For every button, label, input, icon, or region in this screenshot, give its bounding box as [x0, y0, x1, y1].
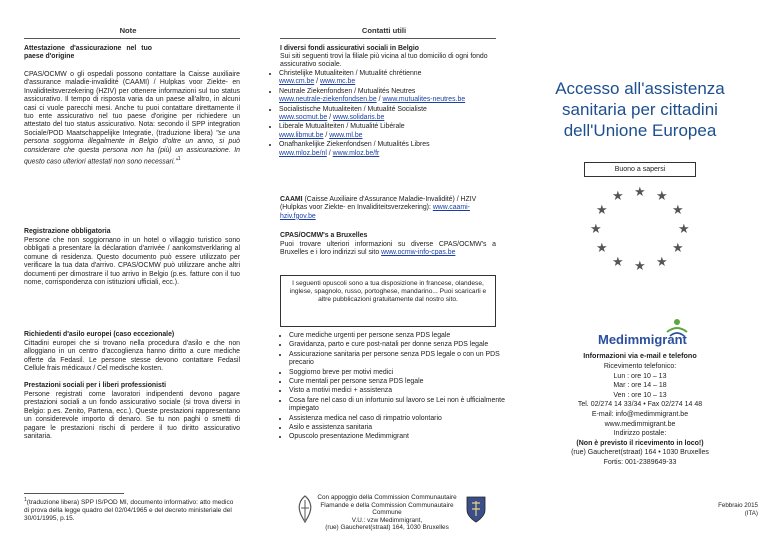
fondo-item: • Neutrale Ziekenfondsen / Mutualités Neutres www.neutrale-ziekenfondsen.be / www.mutualites-neutres.be	[279, 88, 505, 105]
star-icon: ★	[656, 188, 668, 203]
info-title: Informazioni via e-mail e telefono	[583, 351, 697, 360]
fondi-intro: Sui siti seguenti trovi la filiale più vicina al tuo domicilio di ogni fondo assicurativo sociale.	[280, 53, 488, 69]
registrazione-body: Persone che non soggiornano in un hotel o villaggio turistico sono obbligati a presentare la déclaration d'arrivée / aankomstverklaring al comune di residenza. Questo documento può essere utilizzato per verificare la tua data d'arrivo. CPAS/OCMW può utilizzare anche altri documenti per dimostrare il tuo arrivo in Belgio (p.es. fatture con il tuo nome, corrispondenza con istituzioni ufficiali, ecc.).	[24, 237, 240, 287]
fondi-list	[270, 70, 505, 159]
brochure-item: • Asilo e assistenza sanitaria	[289, 424, 505, 432]
info-line: Lun : ore 10 – 13	[613, 372, 667, 380]
info-email[interactable]: E-mail: info@medimmigrant.be	[591, 410, 689, 418]
column-notes	[0, 0, 256, 543]
notes-header-rule	[24, 38, 240, 39]
star-icon: ★	[656, 254, 668, 269]
contacts-header-rule	[280, 38, 496, 39]
brochure-item: • Cure mentali per persone senza PDS legale	[289, 378, 505, 386]
info-note: (Non è previsto il ricevimento in loco!)	[576, 439, 704, 447]
brochure-item: • Gravidanza, parto e cure post-natali per donne senza PDS legale	[289, 341, 505, 349]
star-icon: ★	[596, 240, 608, 255]
fondo-link[interactable]: www.socmut.be	[279, 114, 328, 122]
cpas-title: CPAS/OCMW's a Bruxelles	[280, 232, 368, 239]
info-line: Tel. 02/274 14 33/34 • Fax 02/274 14 48	[577, 401, 703, 409]
star-icon: ★	[634, 184, 646, 199]
caami-block	[280, 196, 496, 221]
column-cover	[512, 0, 768, 543]
fondo-item: • Socialistische Mutualiteiten / Mutualité Socialiste www.socmut.be / www.solidaris.be	[279, 106, 505, 123]
richiedenti-body: Cittadini europei che si trovano nella procedura d'asilo e che non alloggiano in un centro d'accoglienza hanno diritto a cure mediche offerte da Fedasil. Le persone stesse devono contattare Fedasil Cellule frais médicaux / Cel medische kosten.	[24, 340, 240, 373]
fondo-item: • Christelijke Mutualiteiten / Mutualité chrétienne www.cm.be / www.mc.be	[279, 70, 505, 87]
edition-date: Febbraio 2015 (ITA)	[718, 502, 758, 517]
info-line: Fortis: 001-2389649-33	[603, 458, 677, 466]
prestazioni-title: Prestazioni sociali per i liberi professionisti	[24, 382, 167, 389]
star-icon: ★	[612, 254, 624, 269]
star-icon: ★	[590, 221, 602, 236]
star-icon: ★	[672, 202, 684, 217]
fondo-link[interactable]: www.solidaris.be	[333, 114, 385, 122]
fondo-item: • Onafhankelijke Ziekenfondsen / Mutualités Libres www.mloz.be/nl / www.mloz.be/fr	[279, 141, 505, 158]
nota-quote: "se una persona soggiorna illegalmente in Belgio d'oltre un anno, si può considerare che questa persona non ha (più) un assicurazione. In questo caso ulteriori attestati non sono necessari."	[24, 129, 241, 166]
brochures-list	[280, 332, 505, 443]
buono-badge: Buono a sapersi	[584, 162, 696, 177]
info-line: (rue) Gaucheret(straat) 164 • 1030 Bruxelles	[571, 449, 709, 457]
info-line: Ricevimento telefonico:	[603, 363, 677, 370]
footnote-number: 1	[24, 497, 27, 503]
fondo-link[interactable]: www.mc.be	[319, 78, 356, 86]
cpas-link[interactable]: www.ocmw-info-cpas.be	[381, 249, 456, 257]
notes-header: Note	[119, 26, 137, 35]
fondo-link[interactable]: www.mutualites-neutres.be	[382, 96, 466, 104]
footnote-text: (traduzione libera) SPP IS/POD MI, documento informativo: atto medico di prova della legge quadro del 02/04/1965 e del decreto ministeriale del 30/01/1995, p.15.	[24, 499, 234, 523]
brochures-info-box: I seguenti opuscoli sono a tua disposizione in francese, olandese, inglese, spagnolo, russo, portoghese, mandarino... Puoi scaricarli e altre pubblicazioni gratuitamente dal nostro sito.	[280, 275, 496, 327]
fondo-link[interactable]: www.neutrale-ziekenfondsen.be	[279, 96, 377, 104]
nota-text: Nota: secondo il SPP integration Sociale/POD Maatschappelijke Integratie, (traduzione libera)	[24, 121, 240, 137]
brochure-item: • Soggiorno breve per motivi medici	[289, 369, 505, 377]
fondo-link[interactable]: www.mloz.be/nl	[279, 149, 327, 157]
info-website[interactable]: www.medimmigrant.be	[604, 420, 676, 428]
fondo-item: • Liberale Mutualiteiten / Mutualité Libérale www.libmut.be / www.ml.be	[279, 123, 505, 140]
info-line: Indirizzo postale:	[613, 430, 667, 438]
brochure-title: Accesso all'assistenza sanitaria per cittadini dell'Unione Europea	[555, 79, 725, 140]
caami-title: CAAMI	[280, 196, 303, 203]
star-icon: ★	[678, 221, 690, 236]
footnote	[24, 496, 240, 523]
contacts-header: Contatti utili	[361, 26, 407, 35]
star-icon: ★	[672, 240, 684, 255]
caami-text: (Caisse Auxiliaire d'Assurance Maladie-Invalidité) / HZIV (Hulpkas voor Ziekte- en Invaliditeitsverzekering):	[280, 196, 477, 212]
nota-footnote-ref: 1	[177, 156, 181, 163]
info-line: Mar : ore 14 – 18	[613, 382, 667, 390]
info-block	[528, 362, 752, 468]
star-icon: ★	[634, 258, 646, 273]
brochure-item: • Visto a motivi medici + assistenza	[289, 387, 505, 395]
info-line: Ven : ore 10 – 13	[613, 391, 667, 399]
richiedenti-title: Richiedenti d'asilo europei (caso eccezionale)	[24, 331, 175, 338]
footnote-rule	[24, 493, 124, 494]
brochure-item: • Assistenza medica nel caso di rimpatrio volontario	[289, 415, 505, 423]
brochure-item: • Cosa fare nel caso di un infortunio sul lavoro se Lei non è ufficialmente impiegato	[289, 397, 505, 414]
medimmigrant-logo-text: Medimmigrant	[598, 332, 687, 347]
prestazioni-body: Persone registrati come lavoratori indipendenti devono pagare prestazioni sociali a un fondo assicurativo sociale (si trova diversi in Belgio: p.es. Zenito, Partena, ecc.). Queste prestazioni rappresentano un considerevole importo di denaro. Se tu non paghi o smetti di pagare le prestazioni rischi di perdere il tuo diritto assicurativo sanitaria.	[24, 391, 240, 441]
fondi-title: I diversi fondi assicurativi sociali in Belgio	[280, 45, 420, 52]
caami-link[interactable]: www.caami-hziv.fgov.be	[280, 204, 470, 220]
cpas-block	[280, 241, 496, 258]
support-text: Con appoggio della Commission Communautaire Flamande e della Commission Communautaire Commune V.U.: vzw Medimmigrant, (rue) Gaucheret(straat) 164, 1030 Bruxelles	[317, 494, 457, 532]
fondo-link[interactable]: www.cm.be	[279, 78, 315, 86]
attestazione-title: Attestazione d'assicurazione nel tuo paese d'origine	[24, 45, 152, 61]
cpas-text: Puoi trovare ulteriori informazioni su diverse CPAS/OCMW's a Bruxelles e i loro indirizzi sul sito	[280, 241, 496, 257]
star-icon: ★	[596, 202, 608, 217]
brochure-item: • Opuscolo presentazione Medimmigrant	[289, 433, 505, 441]
fondo-link[interactable]: www.mloz.be/fr	[332, 149, 380, 157]
attestazione-text: CPAS/OCMW o gli ospedali possono contattare la Caisse auxiliaire d'assurance maladie-invalidité (CAAMI) / Hulpkas voor Ziekte- en Invaliditeitsverzekering (HZIV) per ottenere informazioni sul tuo status assicurativo. Il tempo di risposta varia da un paese all'altro, in alcuni casi ci vuole parecchi mesi. Anche tu puoi contattare direttamente il tuo ente assicurativo nel tuo paese d'origine per richiedere un attestato del tuo status assicurativo.	[24, 71, 240, 129]
registrazione-title: Registrazione obbligatoria	[24, 228, 111, 235]
fondo-link[interactable]: www.ml.be	[329, 131, 363, 139]
column-contacts	[256, 0, 512, 543]
fondo-link[interactable]: www.libmut.be	[279, 131, 324, 139]
star-icon: ★	[612, 188, 624, 203]
brochure-item: • Cure mediche urgenti per persone senza PDS legale	[289, 332, 505, 340]
attestazione-body	[24, 71, 240, 167]
common-commission-logo	[464, 494, 488, 524]
brochure-item: • Assicurazione sanitaria per persone senza PDS legale o con un PDS precario	[289, 351, 505, 368]
